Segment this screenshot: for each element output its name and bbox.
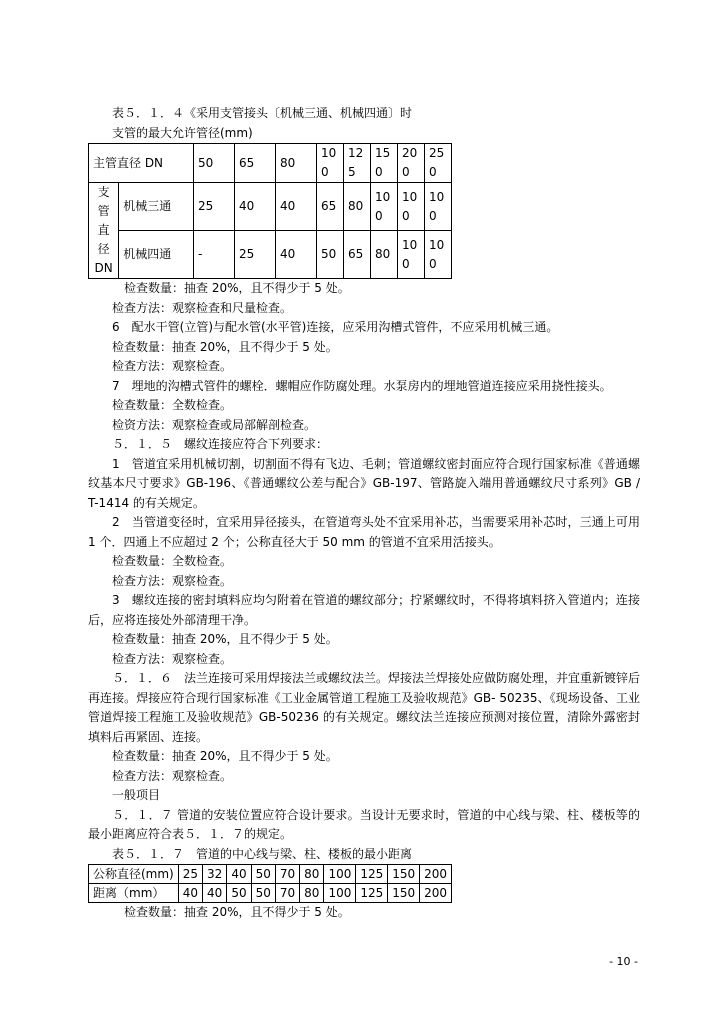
table-cell: 125 (344, 144, 371, 183)
table-cell: 100 (425, 231, 452, 279)
table-cell: 65 (317, 183, 344, 231)
table-cell: 100 (317, 144, 344, 183)
table-cell: 40 (203, 884, 227, 903)
table-cell: 125 (356, 884, 388, 903)
table-cell: 100 (371, 183, 398, 231)
table-cell: 40 (178, 884, 202, 903)
table-cell: 25 (194, 183, 235, 231)
table-cell: - (194, 231, 235, 279)
table-cell: 40 (276, 231, 317, 279)
text-line: 检查数量：抽查 20%，且不得少于 5 处。 (112, 632, 338, 646)
table-cell: 200 (398, 144, 425, 183)
page-number: - 10 - (609, 955, 638, 968)
text-line: 检查方法：观察检查。 (112, 359, 233, 373)
table-cell: 50 (251, 865, 275, 884)
table-cell: 100 (324, 884, 356, 903)
table-cell: 40 (227, 865, 251, 884)
table-row (89, 231, 452, 279)
subsection-heading: 一般项目 (112, 788, 161, 802)
table-cell: 150 (388, 865, 420, 884)
table-row (89, 183, 452, 231)
table-cell: 32 (203, 865, 227, 884)
text-line: 检查数量：抽查 20%，且不得少于 5 处。 (124, 905, 350, 919)
row-label-nominal-diameter: 公称直径(mm) (89, 865, 179, 884)
table-cell: 40 (235, 183, 276, 231)
table-cell: 100 (425, 183, 452, 231)
text-line: 检查方法：观察检查。 (112, 573, 233, 588)
text-line: 检查数量：抽查 20%，且不得少于 5 处。 (112, 749, 338, 763)
text-line: 检查数量：抽查 20%，且不得少于 5 处。 (124, 281, 350, 295)
text-line: 6 配水干管(立管)与配水管(水平管)连接，应采用沟槽式管件，不应采用机械三通。 (112, 320, 559, 334)
text-line: 7 埋地的沟槽式管件的螺栓．螺帽应作防腐处理。水泵房内的埋地管道连接应采用挠性接头。 (112, 378, 612, 393)
paragraph: 2 当管道变径时，宜采用异径接头，在管道弯头处不宜采用补芯，当需要采用补芯时，三通上可用 1 个．四通上不应超过 2 个；公称直径大于 50 mm 的管道不宜采用活接头。 (88, 515, 640, 549)
table-cell: 50 (194, 144, 235, 183)
table-caption-line1: 表５．１．４《采用支管接头〔机械三通、机械四通〕时 (112, 106, 413, 120)
table-cell: 65 (344, 231, 371, 279)
main-diameter-label: 主管直径 DN (89, 144, 194, 183)
table-cell: 25 (178, 865, 202, 884)
table-cell: 40 (276, 183, 317, 231)
table-row (89, 144, 452, 183)
section-heading: ５．１．５ 螺纹连接应符合下列要求： (112, 437, 329, 451)
table-caption: 表５．１．７ 管道的中心线与梁、柱、楼板的最小距离 (112, 846, 413, 861)
table-cell: 125 (356, 865, 388, 884)
table-cell: 80 (276, 144, 317, 183)
text-line: 检查方法：观察检查。 (112, 651, 233, 666)
table-cell: 100 (324, 865, 356, 884)
table-cell: 100 (398, 183, 425, 231)
row-label-tee: 机械三通 (119, 183, 194, 231)
table-cell: 70 (275, 884, 299, 903)
table-cell: 25 (235, 231, 276, 279)
table-row (89, 865, 452, 884)
text-line: 检资方法：观察检查或局部解剖检查。 (112, 417, 317, 432)
text-line: 检查方法：观察检查。 (112, 768, 233, 783)
table-cell: 250 (425, 144, 452, 183)
max-branch-diameter-table (88, 143, 452, 279)
table-cell: 70 (275, 865, 299, 884)
table-cell: 100 (398, 231, 425, 279)
text-line: 检查方法：观察检查和尺量检查。 (112, 300, 293, 315)
min-distance-table (88, 864, 452, 903)
row-label-distance: 距离（mm） (89, 884, 179, 903)
text-line: 检查数量：全数检查。 (112, 554, 233, 568)
table-caption-line2: 支管的最大允许管径(mm) (112, 125, 253, 140)
table-row (89, 884, 452, 903)
table-cell: 80 (300, 884, 324, 903)
table-cell: 80 (300, 865, 324, 884)
table-cell: 150 (388, 884, 420, 903)
table-cell: 200 (420, 865, 452, 884)
row-label-cross: 机械四通 (119, 231, 194, 279)
table-cell: 50 (317, 231, 344, 279)
table-cell: 50 (251, 884, 275, 903)
paragraph: 3 螺纹连接的密封填料应均匀附着在管道的螺纹部分；拧紧螺纹时，不得将填料挤入管道内；连接后，应将连接处外部清理干净。 (88, 593, 640, 627)
table-cell: 80 (371, 231, 398, 279)
text-line: 检查数量：抽查 20%，且不得少于 5 处。 (112, 339, 338, 354)
paragraph: ５．１．７ 管道的安装位置应符合设计要求。当设计无要求时，管道的中心线与梁、柱、楼板等的最小距离应符合表５．１．７的规定。 (88, 807, 640, 841)
table-cell: 80 (344, 183, 371, 231)
table-cell: 150 (371, 144, 398, 183)
document-page (88, 104, 640, 923)
table-cell: 65 (235, 144, 276, 183)
text-line: 检查数量：全数检查。 (112, 398, 233, 412)
paragraph: ５．１．６ 法兰连接可采用焊接法兰或螺纹法兰。焊接法兰焊接处应做防腐处理，并宜重新镀锌后再连接。焊接应符合现行国家标准《工业金属管道工程施工及验收规范》GB- 50235、《现场设备、工业管道焊接工程施工及验收规范》GB-50236 的有关规定。螺纹法兰连接应预测对接位置，清除外露密封填料后再紧固、连接。 (88, 671, 641, 744)
table-cell: 50 (227, 884, 251, 903)
table-cell: 200 (420, 884, 452, 903)
branch-diameter-label: 支管直径DN (89, 183, 119, 279)
paragraph: 1 管道宜采用机械切割，切割面不得有飞边、毛刺；管道螺纹密封面应符合现行国家标准《普通螺纹基本尺寸要求》GB-196、《普通螺纹公差与配合》GB-197、管路旋入端用普通螺纹尺寸系列》GB / T-1414 的有关规定。 (88, 456, 640, 510)
